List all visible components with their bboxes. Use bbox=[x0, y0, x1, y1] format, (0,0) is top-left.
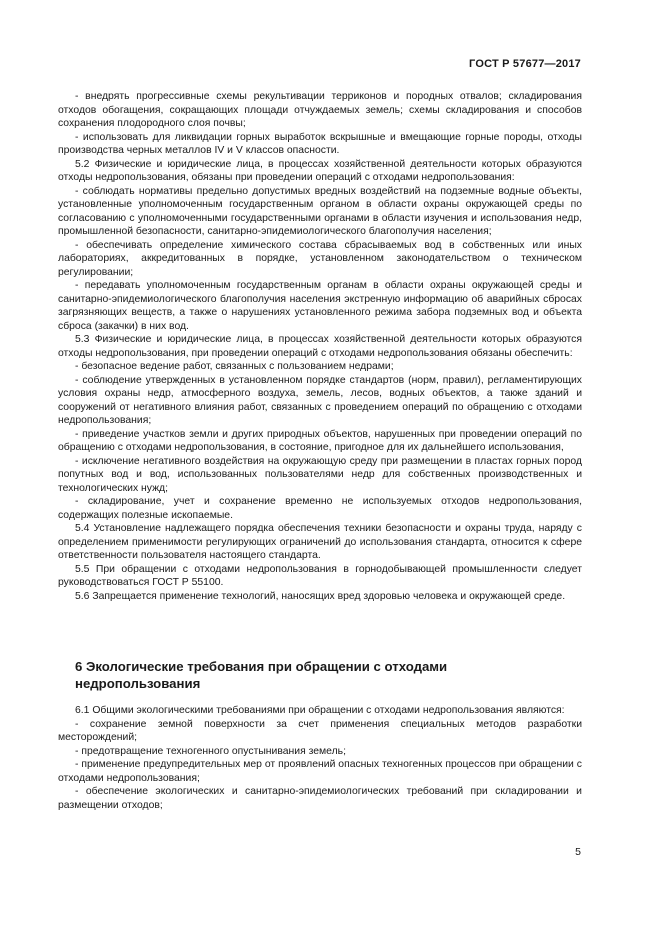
clause-5-3: 5.3 Физические и юридические лица, в процессах хозяйственной деятельности которых образуются отходы недропользования, при проведении операций с отходами недропользования обязаны обеспечить: bbox=[58, 334, 582, 359]
paragraph: - безопасное ведение работ, связанных с пользованием недрами; bbox=[75, 361, 394, 372]
paragraph: - применение предупредительных мер от проявлений опасных техногенных процессов при обращении с отходами недропользования; bbox=[58, 759, 582, 784]
paragraph: - обеспечивать определение химического состава сбрасываемых вод в собственных или иных лабораториях, аккредитованных в порядке, установленном законодательством о техническом регулировании; bbox=[58, 239, 582, 278]
body-text bbox=[58, 90, 582, 603]
paragraph: - соблюдать нормативы предельно допустимых вредных воздействий на подземные водные объекты, установленные уполномоченным государственным органом в области охраны окружающей среды по согласованию с уполномоченными государственными органами в области изучения и использования недр, промышленной безопасности, санитарно-эпидемиологического благополучия населения; bbox=[58, 185, 582, 237]
clause-5-4: 5.4 Установление надлежащего порядка обеспечения техники безопасности и охраны труда, наряду с определением применимости регулирующих ограничений до использования стандарта, относится к сфере ответственности пользователя настоящего стандарта. bbox=[58, 523, 582, 561]
clause-6-1: 6.1 Общими экологическими требованиями при обращении с отходами недропользования являются: bbox=[75, 705, 565, 716]
paragraph: - приведение участков земли и других природных объектов, нарушенных при проведении операций по обращению с отходами недропользования, в состояние, пригодное для их дальнейшего использования, bbox=[58, 428, 582, 453]
paragraph: - сохранение земной поверхности за счет применения специальных методов разработки месторождений; bbox=[58, 718, 582, 743]
paragraph: - предотвращение техногенного опустынивания земель; bbox=[75, 745, 346, 757]
paragraph: - передавать уполномоченным государственным органам в области охраны окружающей среды и санитарно-эпидемиологического благополучия населения экстренную информацию об аварийных сбросах загрязняющих веществ, а также о нарушениях установленного режима забора подземных вод и объекта сброса (закачки) в них вод. bbox=[58, 280, 582, 332]
paragraph: - складирование, учет и сохранение временно не используемых отходов недропользования, содержащих полезные ископаемые. bbox=[58, 496, 582, 521]
section-6-body bbox=[58, 704, 582, 812]
paragraph: - исключение негативного воздействия на окружающую среду при размещении в пластах горных пород попутных вод и вод, использованных пользователями недр для собственных производственных и технологических нужд; bbox=[58, 455, 582, 494]
paragraph: - соблюдение утвержденных в установленном порядке стандартов (норм, правил), регламентирующих условия охраны недр, атмосферного воздуха, земель, лесов, водных объектов, а также зданий и сооружений от негативного влияния работ, связанных с проведением операций по обращению с отходами недропользования; bbox=[58, 374, 582, 426]
clause-5-2: 5.2 Физические и юридические лица, в процессах хозяйственной деятельности которых образуются отходы недропользования, обязаны при проведении операций с отходами недропользования: bbox=[58, 158, 582, 183]
paragraph: - внедрять прогрессивные схемы рекультивации терриконов и породных отвалов; складирования отходов обогащения, сокращающих площади отчуждаемых земель; схемы складирования и способов сохранения плодородного слоя почвы; bbox=[58, 91, 582, 129]
clause-5-5: 5.5 При обращении с отходами недропользования в горнодобывающей промышленности следует руководствоваться ГОСТ Р 55100. bbox=[58, 563, 582, 588]
page-number: 5 bbox=[575, 846, 581, 858]
paragraph: - обеспечение экологических и санитарно-эпидемиологических требований при складировании и размещении отходов; bbox=[58, 786, 582, 811]
clause-5-6: 5.6 Запрещается применение технологий, наносящих вред здоровью человека и окружающей среде. bbox=[75, 590, 566, 602]
section-6-title: 6 Экологические требования при обращении с отходами недропользования bbox=[75, 659, 448, 691]
standard-code-header: ГОСТ Р 57677—2017 bbox=[469, 58, 581, 70]
paragraph: - использовать для ликвидации горных выработок вскрышные и вмещающие горные породы, отходы производства черных металлов IV и V классов опасности. bbox=[58, 131, 582, 156]
